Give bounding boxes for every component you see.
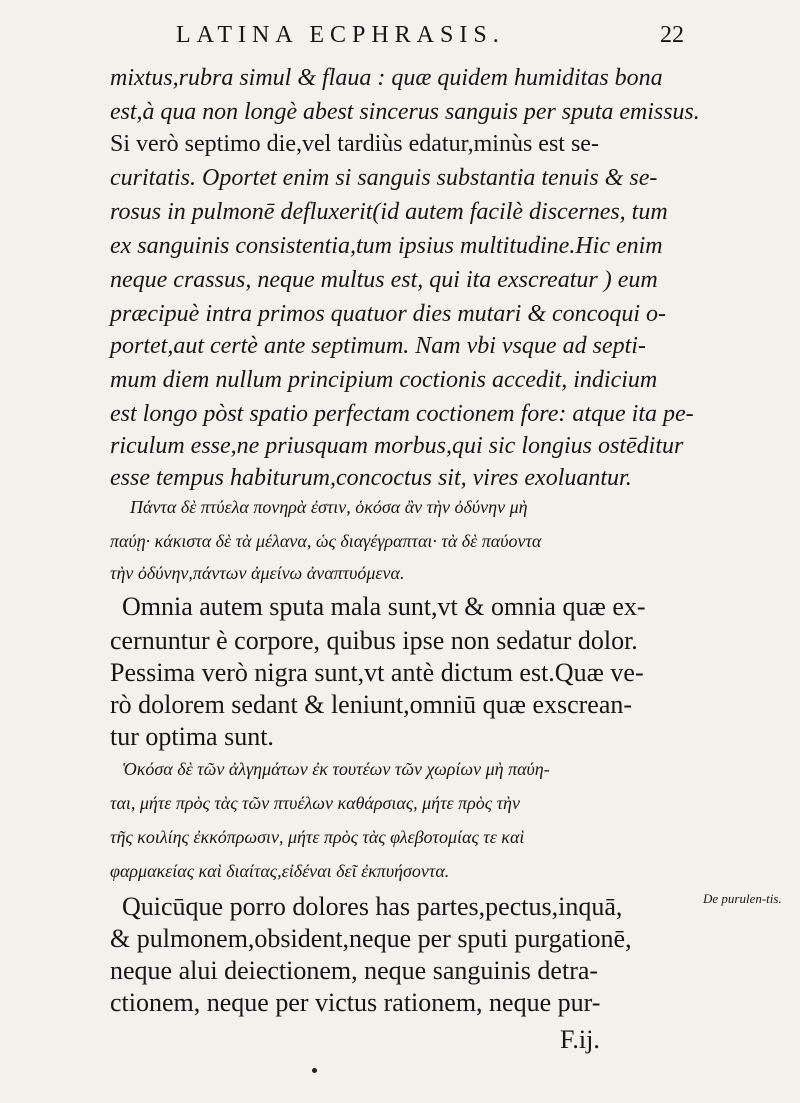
text-line: mum diem nullum principium coctionis accedit, indicium xyxy=(110,367,658,393)
greek-line: παύῃ· κάκιστα δὲ τὰ μέλανα, ὡς διαγέγραπται· τὰ δὲ παύοντα xyxy=(110,531,542,551)
text-line: est,à qua non longè abest sincerus sanguis per sputa emissus. xyxy=(110,99,700,125)
greek-line: Πάντα δὲ πτύελα πονηρὰ ἐστιν, ὁκόσα ἂν τὴν ὀδύνην μὴ xyxy=(130,497,528,517)
signature-mark: F.ij. xyxy=(560,1025,600,1054)
text-line: Pessima verò nigra sunt,vt antè dictum est.Quæ ve- xyxy=(110,658,644,687)
greek-line: τὴν ὀδύνην,πάντων ἀμείνω ἀναπτυόμενα. xyxy=(110,563,405,583)
text-line: neque alui deiectionem, neque sanguinis detra- xyxy=(110,956,599,985)
margin-note: De purulen-tis. xyxy=(703,891,782,906)
page-number: 22 xyxy=(660,22,684,48)
text-line: rosus in pulmonē defluxerit(id autem facilè discernes, tum xyxy=(110,199,668,225)
text-line: præcipuè intra primos quatuor dies mutari & concoqui o- xyxy=(110,301,666,327)
greek-line: τῆς κοιλίης ἐκκόπρωσιν, μήτε πρὸς τὰς φλεβοτομίας τε καὶ xyxy=(110,827,525,847)
greek-line: Ὁκόσα δὲ τῶν ἀλγημάτων ἐκ τουτέων τῶν χωρίων μὴ παύη- xyxy=(122,759,550,779)
running-title: LATINA ECPHRASIS. xyxy=(176,22,505,48)
text-line: ex sanguinis consistentia,tum ipsius multitudine.Hic enim xyxy=(110,233,663,259)
text-line: Si verò septimo die,vel tardiùs edatur,minùs est se- xyxy=(110,131,599,157)
text-line: riculum esse,ne priusquam morbus,qui sic longius ostēditur xyxy=(110,433,684,459)
text-line: esse tempus habiturum,concoctus sit, vires exoluantur. xyxy=(110,465,632,491)
page-header xyxy=(0,22,800,58)
text-line: portet,aut certè ante septimum. Nam vbi vsque ad septi- xyxy=(110,333,646,359)
text-line: curitatis. Oportet enim si sanguis substantia tenuis & se- xyxy=(110,165,658,191)
text-line: Quicūque porro dolores has partes,pectus,inquā, xyxy=(122,892,623,921)
text-line: & pulmonem,obsident,neque per sputi purgationē, xyxy=(110,924,632,953)
greek-line: φαρμακείας καὶ διαίτας,εἰδέναι δεῖ ἐκπυήσοντα. xyxy=(110,861,450,881)
text-line: cernuntur è corpore, quibus ipse non sedatur dolor. xyxy=(110,626,638,655)
text-line: neque crassus, neque multus est, qui ita exscreatur ) eum xyxy=(110,267,658,293)
ink-dot xyxy=(312,1068,317,1073)
text-line: tur optima sunt. xyxy=(110,722,274,751)
text-line: est longo pòst spatio perfectam coctionem fore: atque ita pe- xyxy=(110,401,694,427)
greek-line: ται, μήτε πρὸς τὰς τῶν πτυέλων καθάρσιας, μήτε πρὸς τὴν xyxy=(110,793,520,813)
text-line: Omnia autem sputa mala sunt,vt & omnia quæ ex- xyxy=(122,592,646,621)
text-line: mixtus,rubra simul & flaua : quæ quidem humiditas bona xyxy=(110,65,663,91)
text-line: rò dolorem sedant & leniunt,omniū quæ exscrean- xyxy=(110,690,633,719)
text-line: ctionem, neque per victus rationem, neque pur- xyxy=(110,988,601,1017)
